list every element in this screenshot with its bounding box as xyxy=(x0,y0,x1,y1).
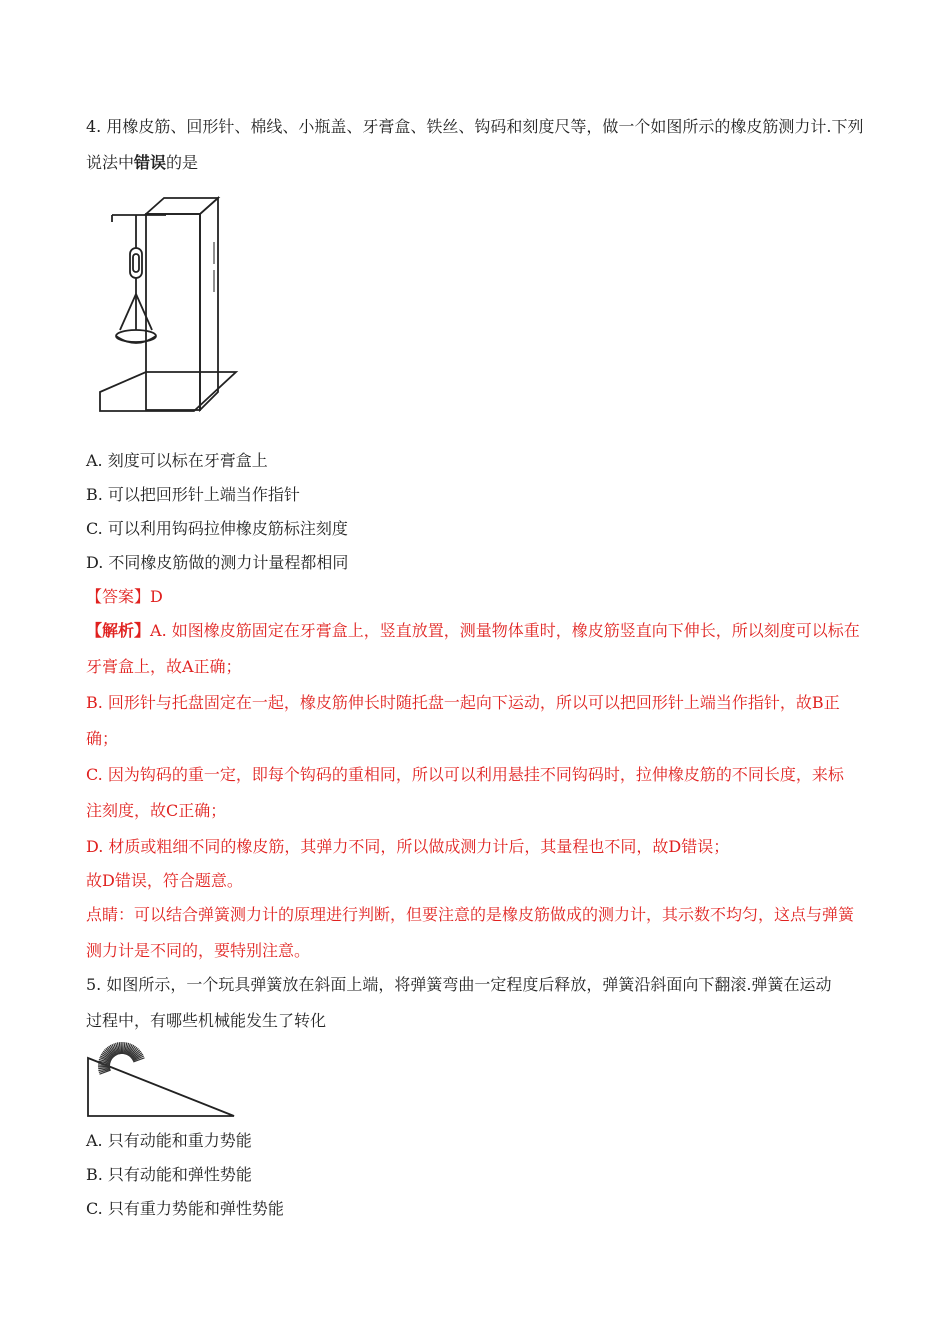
q5-option-a: A. 只有动能和重力势能 xyxy=(86,1131,252,1150)
q5-stem-line2: 过程中，有哪些机械能发生了转化 xyxy=(86,1011,327,1030)
analysis-label: 【解析】 xyxy=(86,621,151,640)
q5-stem-line1: 5. 如图所示，一个玩具弹簧放在斜面上端，将弹簧弯曲一定程度后释放，弹簧沿斜面向下翻滚.弹簧在运动 xyxy=(86,975,832,994)
q4-stem-suffix: 的是 xyxy=(166,153,199,172)
q4-analysis-line7: D. 材质或粗细不同的橡皮筋，其弹力不同，所以做成测力计后，其量程也不同，故D错误； xyxy=(86,837,730,856)
q4-analysis-line3: B. 回形针与托盘固定在一起，橡皮筋伸长时随托盘一起向下运动，所以可以把回形针上端当作指针，故B正 xyxy=(86,693,840,712)
q4-analysis-line8: 故D错误，符合题意。 xyxy=(86,871,243,890)
q5-option-c: C. 只有重力势能和弹性势能 xyxy=(86,1199,284,1218)
q4-analysis-line4: 确； xyxy=(86,729,119,748)
q4-analysis-line5: C. 因为钩码的重一定，即每个钩码的重相同，所以可以利用悬挂不同钩码时，拉伸橡皮筋的不同长度，来标 xyxy=(86,765,844,784)
q5-option-b: B. 只有动能和弹性势能 xyxy=(86,1165,252,1184)
q4-stem-line2 xyxy=(86,152,198,174)
rubber-band-dynamometer-figure xyxy=(86,184,256,418)
q4-analysis-line2: 牙膏盒上，故A正确； xyxy=(86,657,242,676)
q4-tip-line1: 点睛：可以结合弹簧测力计的原理进行判断，但要注意的是橡皮筋做成的测力计，其示数不均匀，这点与弹簧 xyxy=(86,905,855,924)
q4-tip-line2: 测力计是不同的，要特别注意。 xyxy=(86,941,311,960)
spring-on-incline-figure xyxy=(86,1040,242,1120)
q4-analysis-line1 xyxy=(86,620,866,642)
q4-option-c: C. 可以利用钩码拉伸橡皮筋标注刻度 xyxy=(86,519,348,538)
q4-analysis-line6: 注刻度，故C正确； xyxy=(86,801,227,820)
analysis-text-a: A. 如图橡皮筋固定在牙膏盒上，竖直放置，测量物体重时，橡皮筋竖直向下伸长，所以刻度可以标在 xyxy=(150,621,860,640)
q4-stem-emphasis: 错误 xyxy=(134,153,167,172)
q4-option-d: D. 不同橡皮筋做的测力计量程都相同 xyxy=(86,553,349,572)
q4-answer: 【答案】D xyxy=(86,587,163,606)
q4-option-a: A. 刻度可以标在牙膏盒上 xyxy=(86,451,268,470)
q4-stem-line1: 4. 用橡皮筋、回形针、棉线、小瓶盖、牙膏盒、铁丝、钩码和刻度尺等，做一个如图所示的橡皮筋测力计.下列 xyxy=(86,117,864,136)
q4-option-b: B. 可以把回形针上端当作指针 xyxy=(86,485,300,504)
q4-stem-prefix: 说法中 xyxy=(86,153,135,172)
